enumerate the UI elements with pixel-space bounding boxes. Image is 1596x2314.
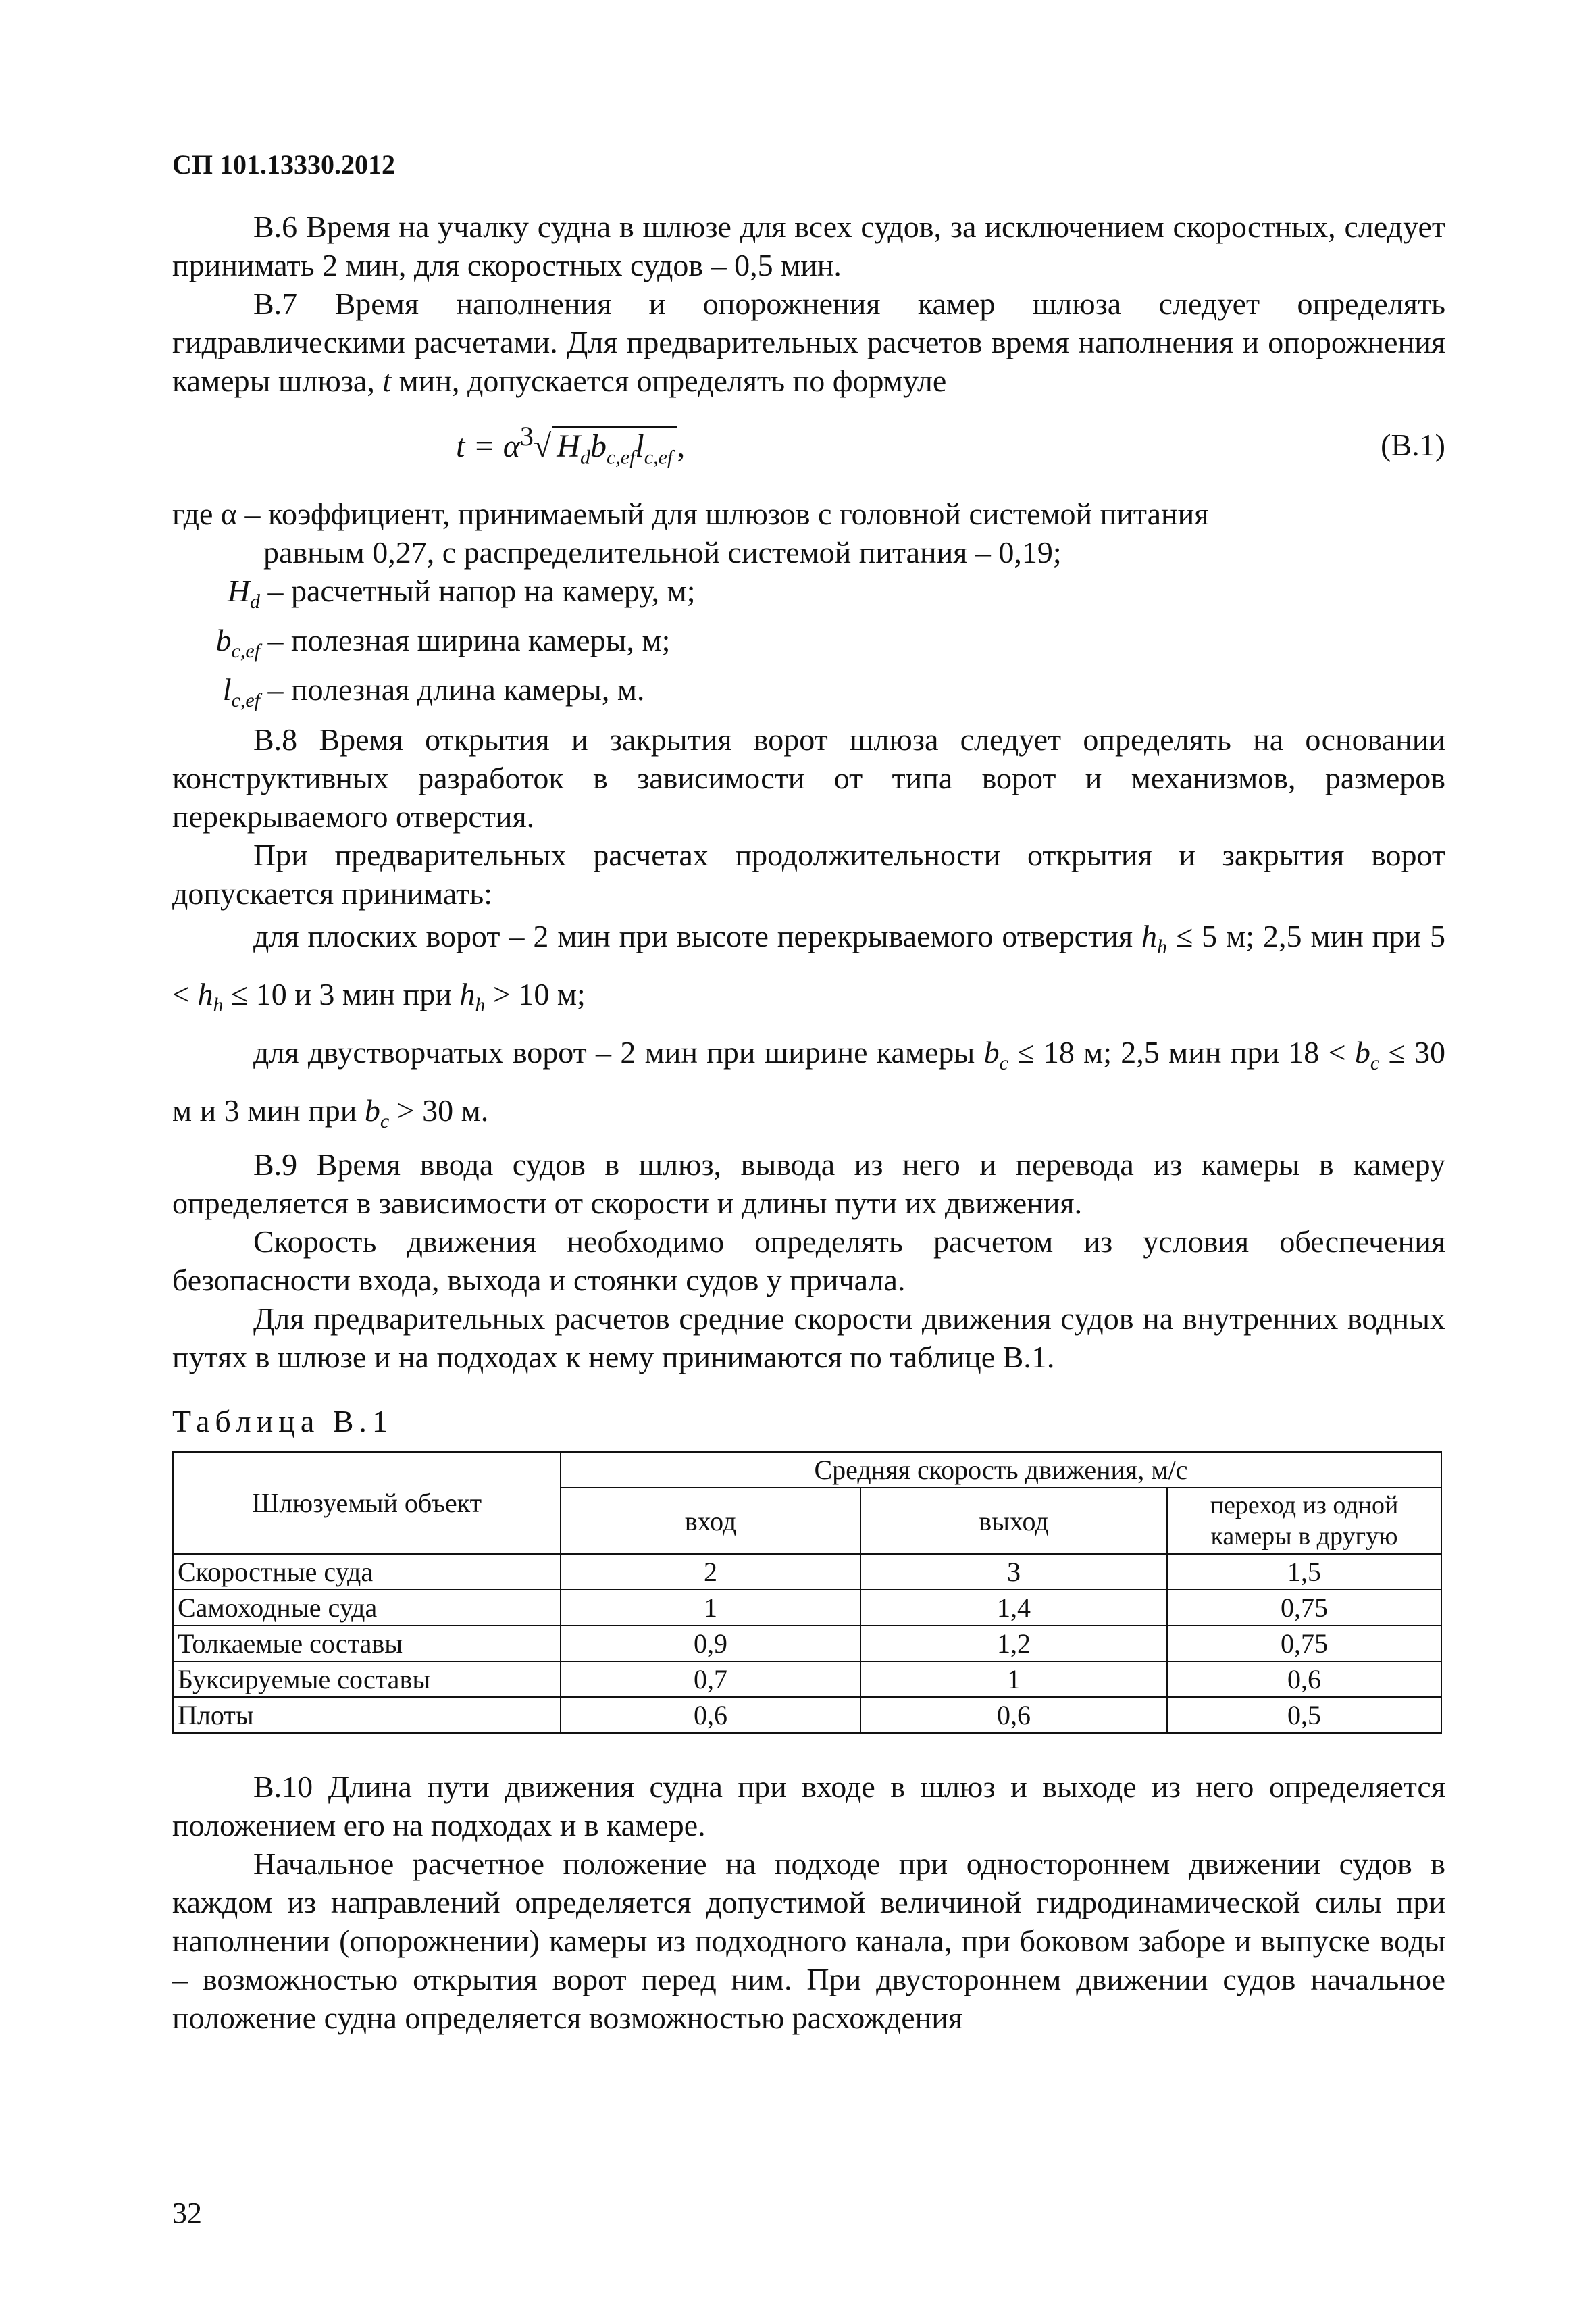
- b8-p4-part2: ≤ 18 м; 2,5 мин при 18 <: [1017, 1034, 1346, 1070]
- table-body: [173, 1554, 1441, 1733]
- formula-H-sub: d: [580, 446, 590, 469]
- b8-p3-h3-sub: h: [475, 993, 486, 1016]
- cell-transfer: 1,5: [1167, 1554, 1441, 1590]
- table-row: [173, 1661, 1441, 1697]
- formula-root-index: 3: [519, 421, 534, 451]
- cell-transfer: 0,75: [1167, 1590, 1441, 1626]
- document-code: СП 101.13330.2012: [172, 149, 395, 180]
- table-row: [173, 1554, 1441, 1590]
- formula-b: b: [590, 428, 607, 464]
- paragraph-b10-1: В.10 Длина пути движения судна при входе в шлюз и выходе из него определяется положением его на подходах и в камере.: [172, 1769, 1445, 1843]
- b8-p4-b: b: [983, 1034, 1000, 1070]
- formula-number: (В.1): [1381, 428, 1445, 462]
- cell-object: Самоходные суда: [173, 1590, 561, 1626]
- table-row: [173, 1590, 1441, 1626]
- b8-p3-h-sub: h: [1156, 935, 1167, 958]
- cell-object: Скоростные суда: [173, 1554, 561, 1590]
- definition-hd: [172, 572, 1445, 621]
- b8-p4-b2: b: [1354, 1034, 1370, 1070]
- paragraph-b9-1: В.9 Время ввода судов в шлюз, вывода из него и перевода из камеры в камеру определяется в зависимости от скорости и длины пути их движения.: [172, 1147, 1445, 1221]
- formula-H: H: [557, 428, 580, 464]
- cell-in: 0,6: [561, 1697, 860, 1733]
- formula-definitions: [172, 495, 1445, 720]
- formula-l: l: [635, 428, 644, 464]
- symbol-t: t: [382, 363, 392, 398]
- b8-p4-part4: > 30 м.: [396, 1093, 489, 1128]
- definition-hd-text: – расчетный напор на камеру, м;: [267, 574, 696, 608]
- definition-hd-sub: d: [250, 590, 260, 613]
- definition-bc: [172, 621, 1445, 670]
- paragraph-b9-3: Для предварительных расчетов средние скорости движения судов на внутренних водных путях в шлюзе и на подходах к нему принимаются по таблице В.1.: [172, 1301, 1445, 1375]
- definition-bc-sub: c,ef: [231, 640, 260, 663]
- paragraph-b8-4: [172, 1029, 1445, 1145]
- cell-out: 0,6: [860, 1697, 1167, 1733]
- paragraph-b10-2: Начальное расчетное положение на подходе при одностороннем движении судов в каждом из направлений определяется допустимой величиной гидродинамической силы при наполнении (опорожнении) камеры из подходного канала, при боковом заборе и выпуске воды – возможностью открытия ворот перед ним. При двустороннем движении судов начальное положение судна определяется возможностью расхождения: [172, 1846, 1445, 2036]
- b8-p3-part4: > 10 м;: [492, 976, 586, 1011]
- page-number: 32: [172, 2196, 202, 2230]
- cell-out: 1,4: [860, 1590, 1167, 1626]
- cell-object: Буксируемые составы: [173, 1661, 561, 1697]
- paragraph-b7-part2: мин, допускается определять по формуле: [398, 363, 947, 398]
- b8-p3-h2-sub: h: [213, 993, 224, 1016]
- cell-object: Толкаемые составы: [173, 1626, 561, 1661]
- paragraph-b8-2: При предварительных расчетах продолжительности открытия и закрытия ворот допускается принимать:: [172, 837, 1445, 911]
- b8-p3-part1: для плоских ворот – 2 мин при высоте перекрываемого отверстия: [253, 918, 1133, 953]
- definition-lc-text: – полезная длина камеры, м.: [267, 672, 645, 707]
- b8-p4-b2-sub: c: [1370, 1052, 1380, 1075]
- definition-hd-symbol: H: [227, 574, 250, 608]
- definition-alpha-line1: где α – коэффициент, принимаемый для шлюзов с головной системой питания: [172, 497, 1209, 531]
- header-speed-group: Средняя скорость движения, м/с: [561, 1452, 1441, 1488]
- cell-in: 1: [561, 1590, 860, 1626]
- table-caption: Таблица В.1: [172, 1404, 393, 1439]
- cell-out: 3: [860, 1554, 1167, 1590]
- header-in: вход: [561, 1488, 860, 1554]
- paragraph-b8-1: В.8 Время открытия и закрытия ворот шлюза следует определять на основании конструктивных разработок в зависимости от типа ворот и механизмов, размеров перекрываемого отверстия.: [172, 722, 1445, 834]
- b8-p3-part3: ≤ 10 и 3 мин при: [230, 976, 452, 1011]
- cell-transfer: 0,5: [1167, 1697, 1441, 1733]
- document-page: [172, 149, 1445, 2037]
- definition-lc-symbol: l: [222, 672, 232, 707]
- definition-bc-text: – полезная ширина камеры, м;: [267, 623, 671, 658]
- formula-radicand: [552, 426, 677, 470]
- paragraph-b6: В.6 Время на учалку судна в шлюзе для всех судов, за исключением скоростных, следует принимать 2 мин, для скоростных судов – 0,5 мин.: [172, 209, 1445, 282]
- cell-transfer: 0,6: [1167, 1661, 1441, 1697]
- b8-p4-b3: b: [364, 1093, 380, 1128]
- b8-p3-h3: h: [459, 976, 475, 1011]
- formula-comma: ,: [677, 428, 686, 464]
- paragraph-b7-part1: В.7 Время наполнения и опорожнения камер шлюза следует определять гидравлическими расчетами. Для предварительных расчетов время наполнения и опорожнения камеры шлюза,: [172, 286, 1445, 398]
- formula-b1: [172, 407, 1445, 488]
- paragraph-b9-2: Скорость движения необходимо определять расчетом из условия обеспечения безопасности входа, выхода и стоянки судов у причала.: [172, 1224, 1445, 1298]
- cell-in: 0,9: [561, 1626, 860, 1661]
- cell-transfer: 0,75: [1167, 1626, 1441, 1661]
- cell-out: 1: [860, 1661, 1167, 1697]
- b8-p4-b3-sub: c: [380, 1110, 390, 1133]
- b8-p4-b-sub: c: [999, 1052, 1008, 1075]
- paragraph-b8-3: [172, 913, 1445, 1029]
- formula-l-sub: c,ef: [644, 446, 673, 469]
- cell-in: 0,7: [561, 1661, 860, 1697]
- table-row: [173, 1626, 1441, 1661]
- header-out: выход: [860, 1488, 1167, 1554]
- cell-out: 1,2: [860, 1626, 1167, 1661]
- definition-lc-sub: c,ef: [231, 689, 260, 712]
- b8-p3-part2: ≤ 5 м; 2,5 мин при 5 <: [172, 918, 1446, 1011]
- table-row: [173, 1697, 1441, 1733]
- formula-expression: $t = \alpha^3√$ $H_db_{c,ef}l_{c,ef}$ ,: [456, 421, 686, 469]
- header-transfer: переход из одной камеры в другую: [1167, 1488, 1441, 1554]
- definition-lc: [172, 670, 1445, 720]
- speed-table: [172, 1451, 1442, 1734]
- formula-lhs: t = α: [456, 428, 520, 464]
- definition-bc-symbol: b: [215, 623, 232, 658]
- definition-alpha-line2: равным 0,27, с распределительной системой питания – 0,19;: [263, 535, 1062, 570]
- formula-b-sub: c,ef: [606, 446, 636, 469]
- cell-object: Плоты: [173, 1697, 561, 1733]
- b8-p3-h: h: [1141, 918, 1157, 953]
- cell-in: 2: [561, 1554, 860, 1590]
- b8-p3-h2: h: [197, 976, 213, 1011]
- paragraph-b7: [172, 284, 1445, 400]
- header-object: Шлюзуемый объект: [173, 1452, 561, 1554]
- b8-p4-part3: ≤ 30 м и 3 мин при: [172, 1034, 1446, 1128]
- b8-p4-part1: для двустворчатых ворот – 2 мин при ширине камеры: [253, 1034, 975, 1070]
